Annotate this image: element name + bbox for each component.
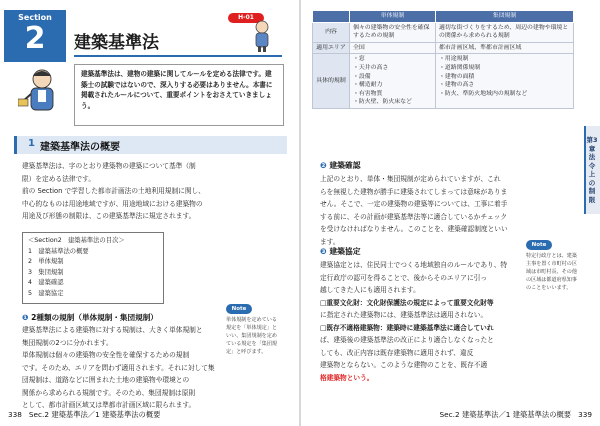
- table-row: [313, 54, 574, 109]
- text-line: せん。そこで、一定の建築物の建築等については、工事に着手: [320, 200, 508, 208]
- table-row: [313, 22, 574, 42]
- table-cell: 全国: [350, 42, 436, 54]
- text-line: する前に、その計画が建築基準法等に適合しているかチェック: [320, 212, 508, 221]
- text-line: □既存不適格建築物：建築時に建築基準法に適合していれ: [320, 323, 494, 332]
- circled-number: ❶: [22, 313, 29, 322]
- text-line: 限）を定める法律です。: [22, 174, 96, 183]
- section-label: Section: [18, 13, 52, 22]
- text-line: 単体規制は個々の建築物の安全性を確保するための規制: [22, 351, 190, 359]
- margin-note-left: [226, 304, 280, 356]
- text-line: として、都市計画区域又は準都市計画区域に限られます。: [22, 401, 196, 409]
- table-header-cell: 集団規制: [435, 11, 573, 23]
- text-line: 関係から求められる規制です。そのため、集団規制は原則: [22, 388, 196, 397]
- table-row-head: 具体的規制: [313, 54, 350, 109]
- text-line: 建築物とならない。このような建物のことを、既存不適: [320, 361, 488, 369]
- text-line: を受けなければなりません。このことを、建築確認制度といい: [320, 225, 508, 233]
- footer-running-title: Sec.2 建築基準法／1 建築基準法の概要: [439, 410, 572, 419]
- text-line: 定行政庁の認可を得ることで、後からそのエリアに引っ: [320, 273, 488, 282]
- text-line: らを無視した建物が勝手に建築されてしまっては意味がありま: [320, 187, 508, 196]
- table-cell: 個々の建築物の安全性を確保するための規制: [350, 22, 436, 42]
- footer-left: [8, 410, 160, 420]
- section-toc-box: [22, 232, 164, 304]
- text-line: です。そのため、エリアを問わず適用されます。それに対して集: [22, 363, 215, 372]
- subheading-building-confirmation: [320, 160, 361, 171]
- toc-item: 3 集団規制: [28, 268, 64, 276]
- mascot-illustration-icon: [250, 18, 274, 52]
- text-line: 建築基準法による建築物に対する規制は、大きく単体規制と: [22, 326, 203, 334]
- text-line: ます。: [320, 237, 340, 246]
- toc-item: 5 建築協定: [28, 289, 64, 297]
- teacher-illustration-icon: [18, 66, 66, 118]
- building-confirmation-paragraph: [320, 173, 568, 248]
- table-cell: ・用途規制 ・道路関係規制 ・建物の面積 ・建物の高さ ・防火、準防火地域内の規制など: [435, 54, 573, 109]
- subheading-text: 2種類の規制（単体規制・集団規制）: [31, 313, 158, 322]
- subheading-building-agreement: [320, 246, 361, 257]
- section-title-underline: [74, 55, 282, 57]
- text-line: 建築基準法は、字のとおり建築物の建築について基準（制: [22, 162, 196, 170]
- overview-paragraph: [22, 160, 284, 223]
- regulations-paragraph: [22, 324, 220, 412]
- heading1-text: 建築基準法の概要: [40, 142, 120, 153]
- table-cell: 都市計画区域、準都市計画区域: [435, 42, 573, 54]
- circled-number: ❷: [320, 161, 327, 170]
- note-text: 単体規制を定めている規定を「単体規定」といい、集団規制を定めている規定を「集団規定」と呼びます。: [226, 317, 277, 355]
- toc-item: 4 建築確認: [28, 279, 64, 286]
- toc-item: 1 建築基準法の概要: [28, 247, 89, 255]
- text-line: □重要文化財：文化財保護法の規定によって重要文化財等: [320, 298, 494, 307]
- table-cell: 適切な街づくりをするため、周辺の建物や環境との関係から求められる規制: [435, 22, 573, 42]
- section-number: 2: [24, 21, 46, 56]
- chapter-side-tab-label: 第3章 法令上の制限: [586, 136, 598, 204]
- text-line: 建築協定とは、住民同士でつくる地域独自のルールであり、特: [320, 261, 508, 269]
- footer-right: [420, 410, 592, 420]
- margin-note-right: [526, 240, 580, 292]
- note-tag: Note: [226, 304, 252, 314]
- text-line: に指定された建築物には、建築基準法は適用されない。: [320, 311, 488, 319]
- text-line: 用途及び形態の制限は、この建築基準法に規定されます。: [22, 212, 196, 220]
- page-number: 339: [578, 410, 592, 419]
- table-header-cell: 単体規制: [350, 11, 436, 23]
- text-line: 越してきた人にも適用されます。: [320, 286, 420, 294]
- building-agreement-paragraph: [320, 259, 520, 384]
- text-line: 前の Section で学習した都市計画法の土地利用規制に関し、: [22, 187, 205, 195]
- table-cell: ・窓 ・天井の高さ ・設備 ・構造耐力 ・有害物質 ・防火壁、防火床など: [350, 54, 436, 109]
- text-line: 格建築物という。: [320, 373, 374, 382]
- footer-running-title: Sec.2 建築基準法／1 建築基準法の概要: [28, 410, 161, 419]
- table-row-head: 適用エリア: [313, 42, 350, 54]
- section-intro-box: 建築基準法は、建物の建築に関してルールを定める法律です。建築士の試験ではないので、深入りする必要はありません。本書に掲載されたルールについて、重要ポイントをおさえていきましょう。: [74, 64, 284, 126]
- text-line: しても、改正内容は既存建築物に適用されず、違反: [320, 348, 474, 357]
- circled-number: ❸: [320, 247, 327, 256]
- table-row-head: 内容: [313, 22, 350, 42]
- toc-item: 2 単体規制: [28, 258, 64, 265]
- page-number: 338: [8, 410, 22, 419]
- exam-ref-badge: H-01: [228, 13, 264, 23]
- regulation-comparison-table: [312, 10, 574, 109]
- subheading-text: 建築確認: [329, 161, 361, 170]
- note-text: 特定行政庁とは、建築主事を置く市町村の区域は市町村長、その他の区域は都道府県知事のことをいいます。: [526, 253, 577, 291]
- table-row: [313, 42, 574, 54]
- text-line: 集団規制の2つに分かれます。: [22, 338, 113, 347]
- heading1-number: 1: [28, 138, 35, 149]
- table-header-row: [313, 11, 574, 23]
- note-tag: Note: [526, 240, 552, 250]
- section-title: 建築基準法: [74, 33, 159, 53]
- text-line: 中心的なものは用途地域ですが、用途地域における建築物の: [22, 199, 203, 208]
- text-line: 団規制は、道路などに囲まれた土地の建築物や環境との: [22, 376, 190, 384]
- text-line: ば、建築後の建築基準法の改正により適合しなくなったと: [320, 336, 494, 344]
- subheading-text: 建築協定: [329, 247, 361, 256]
- table-header-cell: [313, 11, 350, 23]
- text-line: 上記のとおり、単体・集団規制が定められていますが、これ: [320, 175, 501, 183]
- toc-title: ＜Section2 建築基準法の目次＞: [28, 237, 125, 244]
- section-badge: [4, 10, 66, 62]
- spread-gutter: [299, 0, 301, 426]
- subheading-two-regulations: [22, 312, 158, 323]
